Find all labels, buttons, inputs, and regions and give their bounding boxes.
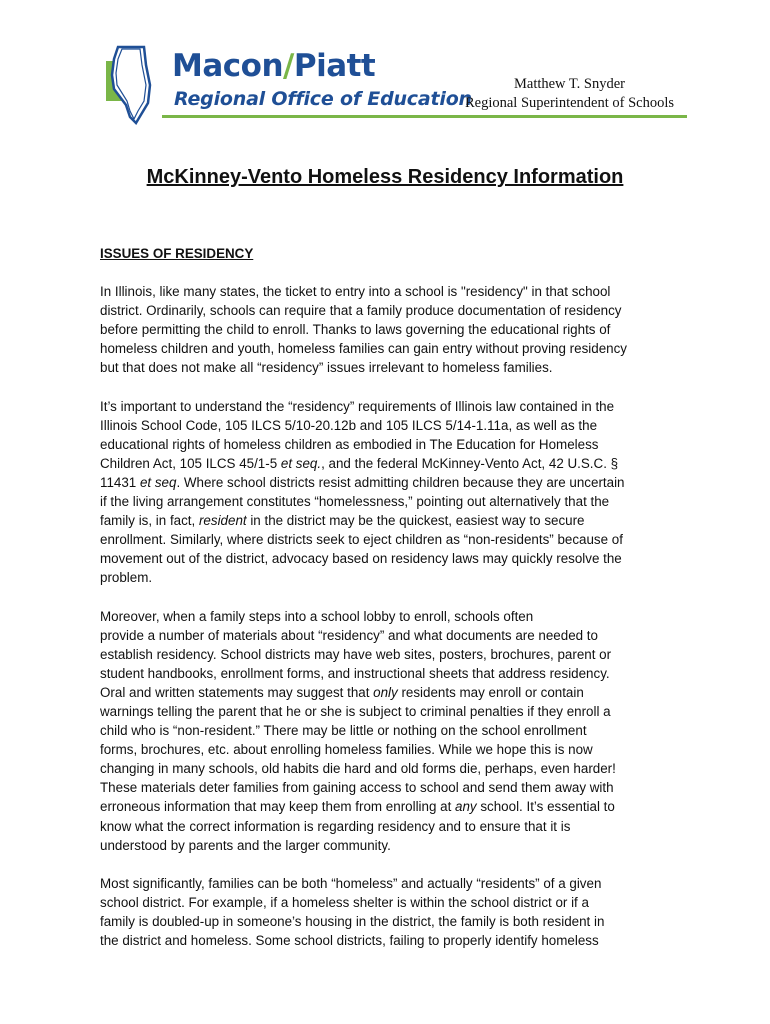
document-body [100,244,660,969]
header-divider [162,115,687,118]
paragraph-2: It’s important to understand the “residency” requirements of Illinois law contained in the Illinois School Code, 105 ILCS 5/10-20.12b and 105 ILCS 5/14-1.11a, as well as the educational rights of homeless children as embodied in The Education for Homeless Children Act, 105 ILCS 45/1-5 et seq., and the federal McKinney-Vento Act, 42 U.S.C. § 11431 et seq. Where school districts resist admitting children because they are uncertain if the living arrangement constitutes “homelessness,” pointing out alternatively that the family is, in fact, resident in the district may be the quickest, easiest way to secure enrollment. Similarly, where districts seek to eject children as “non-residents” because of movement out of the district, advocacy based on residency laws may quickly resolve the problem. [100,398,625,586]
paragraph-4: Most significantly, families can be both “homeless” and actually “residents” of a given school district. For example, if a homeless shelter is within the school district or if a family is doubled-up in someone’s housing in the district, the family is both resident in the district and homeless. Some school districts, failing to properly identify homeless [100,875,605,948]
illinois-map-logo-icon [100,45,160,125]
section-heading: ISSUES OF RESIDENCY [100,246,254,261]
superintendent-title: Regional Superintendent of Schools [464,95,674,111]
logo-wordmark: Macon/Piatt [172,48,376,84]
paragraph-1: In Illinois, like many states, the ticket to entry into a school is "residency" in that school district. Ordinarily, schools can require that a family produce documentation of residency before permitting the child to enroll. Thanks to laws governing the educational rights of homeless children and youth, homeless families can gain entry without proving residency but that does not make all “residency” issues irrelevant to homeless families. [100,284,627,376]
logo-subtitle: Regional Office of Education [174,88,472,110]
paragraph-3: Moreover, when a family steps into a school lobby to enroll, schools often provide a number of materials about “residency” and what documents are needed to establish residency. School districts may have web sites, posters, brochures, parent or student handbooks, enrollment forms, and instructional sheets that address residency. Oral and written statements may suggest that only residents may enroll or contain warnings telling the parent that he or she is subject to criminal penalties if they enroll a child who is “non-resident.” There may be little or nothing on the school enrollment forms, brochures, etc. about enrolling homeless families. While we hope this is now changing in many schools, old habits die hard and old forms die, perhaps, even harder! These materials deter families from gaining access to school and send them away with erroneous information that may keep them from enrolling at any school. It’s essential to know what the correct information is regarding residency and to ensure that it is understood by parents and the larger community. [100,608,616,853]
superintendent-name: Matthew T. Snyder [513,76,625,92]
superintendent-block [465,75,674,113]
page-title: McKinney-Vento Homeless Residency Information [146,166,624,188]
